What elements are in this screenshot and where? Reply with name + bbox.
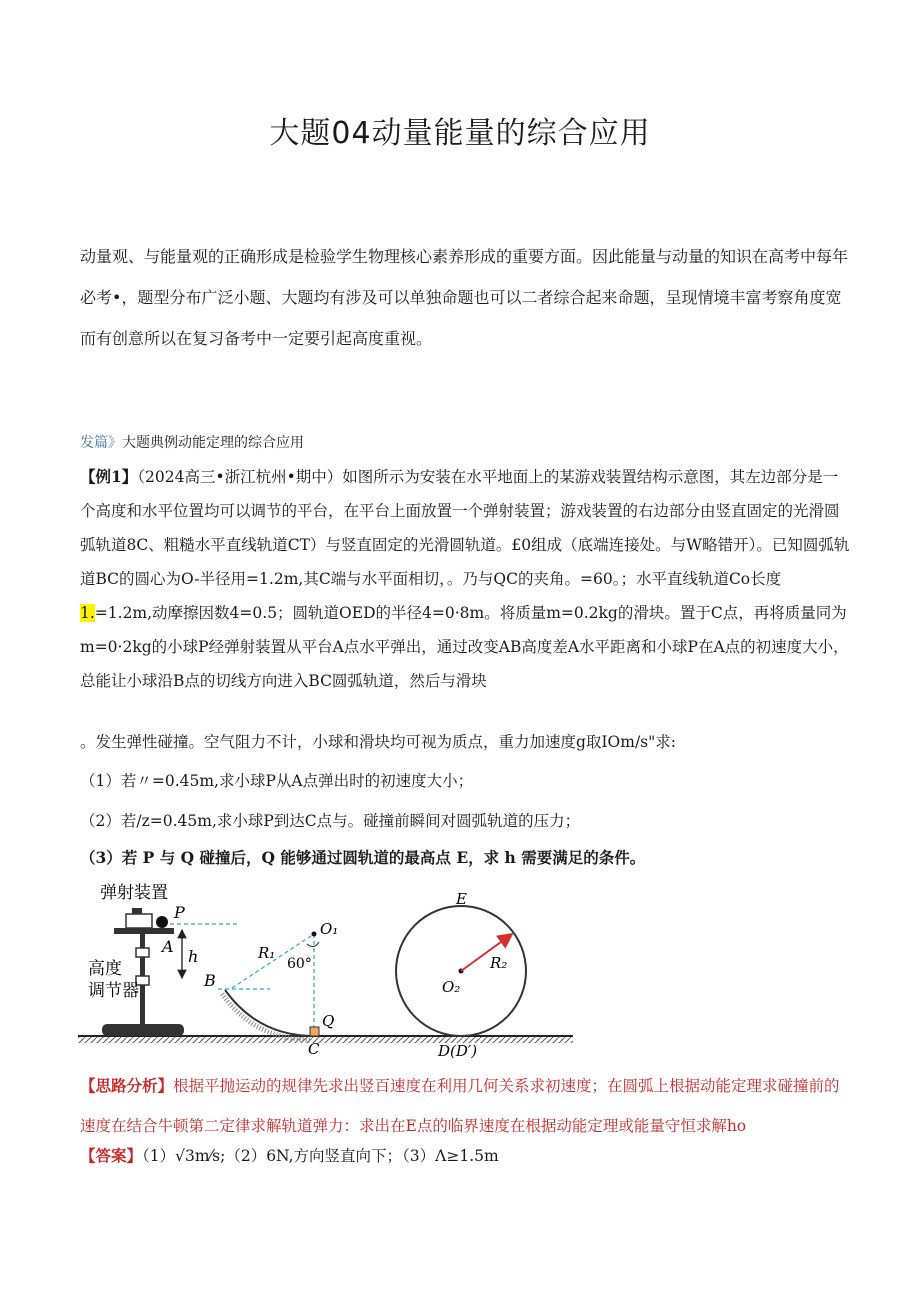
launcher-body — [126, 914, 152, 928]
physics-diagram — [78, 876, 578, 1060]
adjuster-label-1: 高度 — [88, 959, 122, 979]
label-q: Q — [322, 1012, 335, 1030]
label-c: C — [308, 1040, 320, 1058]
example-tag: 【例1】 — [80, 467, 138, 486]
label-e: E — [456, 890, 467, 908]
label-o1: O₁ — [320, 920, 339, 938]
label-b: B — [204, 971, 216, 990]
adjuster-knob-upper — [136, 948, 149, 957]
intro-paragraph: 动量观、与能量观的正确形成是检验学生物理核心素养形成的重要方面。因此能量与动量的知识在高考中每年必考•，题型分布广泛小题、大题均有涉及可以单独命题也可以二者综合起来命题，呈现情境丰富考察角度宽而有创意所以在复习备考中一定要引起高度重视。 — [80, 247, 849, 348]
question-3: （3）若 P 与 Q 碰撞后，Q 能够通过圆轨道的最高点 E，求 h 需要满足的条件。 — [80, 848, 646, 867]
block-q — [310, 1027, 319, 1036]
highlighted-text: 1. — [80, 604, 95, 622]
angle-arc — [307, 942, 319, 947]
device-label: 弹射装置 — [100, 883, 168, 903]
question-2: （2）若/z=0.45m,求小球P到达C点与。碰撞前瞬间对圆弧轨道的压力； — [80, 812, 581, 830]
label-h: h — [188, 947, 199, 966]
analysis-text: 根据平抛运动的规律先求出竖百速度在利用几何关系求初速度；在圆弧上根据动能定理求碰撞前的速度在结合牛顿第二定律求解轨道弹力：求出在E点的临界速度在根据动能定理或能量守恒求解ho — [80, 1077, 840, 1135]
label-d: D(D′) — [438, 1042, 478, 1060]
platform-top — [114, 928, 174, 934]
label-a: A — [162, 937, 174, 956]
ground-hatch — [78, 1037, 573, 1043]
page-title: 大题04动量能量的综合应用 — [269, 116, 651, 151]
analysis-tag: 【思路分析】 — [80, 1076, 174, 1095]
platform-base — [102, 1024, 184, 1036]
section-text: 大题典例动能定理的综合应用 — [122, 435, 304, 451]
label-r2: R₂ — [490, 954, 508, 972]
point-o1 — [312, 932, 317, 937]
analysis-paragraph — [80, 1066, 852, 1146]
continuation-line: 。发生弹性碰撞。空气阻力不计，小球和滑块均可视为质点，重力加速度g取IOm/s"求: — [80, 733, 676, 751]
arc-track — [225, 990, 314, 1036]
label-o2: O₂ — [442, 978, 461, 996]
label-r1: R₁ — [258, 944, 276, 962]
section-heading — [80, 432, 304, 452]
answer-text: （1）√3m⁄s;（2）6N,方向竖直向下；（3）Λ≥1.5m — [142, 1147, 499, 1165]
answer-line — [80, 1144, 499, 1166]
ball-p — [156, 916, 168, 928]
answer-tag: 【答案】 — [80, 1146, 143, 1165]
example-text-a: 如图所示为安装在水平地面上的某游戏装置结构示意图，其左边部分是一个高度和水平位置均可以调节的平台，在平台上面放置一个弹射装置；游戏装置的右边部分由竖直固定的光滑圆弧轨道8C、粗糙水平直线轨道CT）与竖直固定的光滑圆轨道。£0组成（底端连接处。与W略错开）。已知圆弧轨道BC的圆心为O-半径用=1.2m,其C端与水平面相切，。乃与QC的夹角。=60。；水平直线轨道Co长度 — [80, 468, 850, 588]
example-text-b: =1.2m,动摩擦因数4=0.5；圆轨道OED的半径4=0·8m。将质量m=0.2kg的滑块。置于C点，再将质量同为m=0·2kg的小球P经弹射装置从平台A点水平弹出，通过改变AB高度差A水平距离和小球P在A点的初速度大小，总能让小球沿B点的切线方向进入BC圆弧轨道，然后与滑块 — [80, 604, 849, 690]
example-source: （2024高三•浙江杭州•期中） — [137, 468, 343, 486]
example-paragraph — [80, 460, 852, 698]
label-angle: 60° — [287, 956, 312, 972]
question-1: （1）若〃=0.45m,求小球P从A点弹出时的初速度大小； — [80, 772, 474, 790]
label-p: P — [174, 903, 185, 922]
section-prefix: 发篇》 — [80, 435, 122, 451]
launcher-top — [132, 908, 142, 914]
arc-track-hatch — [222, 994, 310, 1040]
adjuster-label-2: 调节器 — [88, 981, 139, 1001]
